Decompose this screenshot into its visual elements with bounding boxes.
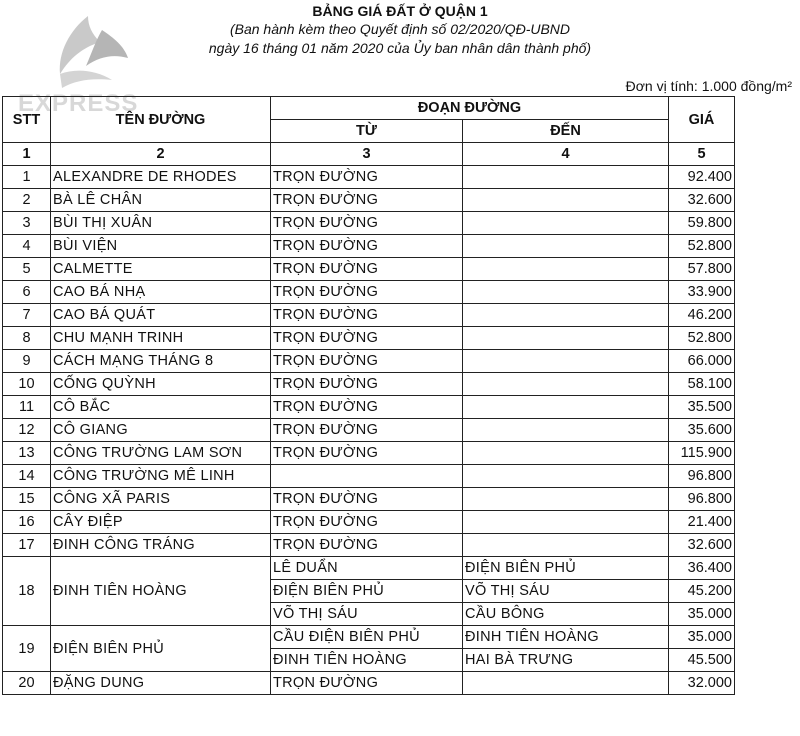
- from-cell: TRỌN ĐƯỜNG: [271, 534, 463, 557]
- table-row: [3, 373, 735, 396]
- stt-cell: 11: [3, 396, 51, 419]
- column-number: 5: [669, 143, 735, 166]
- price-cell: 33.900: [669, 281, 735, 304]
- to-cell: [463, 189, 669, 212]
- to-cell: [463, 327, 669, 350]
- price-cell: 35.000: [669, 603, 735, 626]
- header-price: GIÁ: [669, 97, 735, 143]
- stt-cell: 5: [3, 258, 51, 281]
- to-cell: [463, 419, 669, 442]
- price-cell: 46.200: [669, 304, 735, 327]
- stt-cell: 12: [3, 419, 51, 442]
- from-cell: TRỌN ĐƯỜNG: [271, 235, 463, 258]
- table-row: [3, 396, 735, 419]
- price-cell: 35.500: [669, 396, 735, 419]
- page-title: BẢNG GIÁ ĐẤT Ở QUẬN 1: [312, 3, 488, 19]
- header-stt: STT: [3, 97, 51, 143]
- price-cell: 57.800: [669, 258, 735, 281]
- from-cell: LÊ DUẨN: [271, 557, 463, 580]
- stt-cell: 6: [3, 281, 51, 304]
- stt-cell: 14: [3, 465, 51, 488]
- stt-cell: 16: [3, 511, 51, 534]
- from-cell: TRỌN ĐƯỜNG: [271, 396, 463, 419]
- from-cell: VÕ THỊ SÁU: [271, 603, 463, 626]
- to-cell: [463, 534, 669, 557]
- header-segment: ĐOẠN ĐƯỜNG: [271, 97, 669, 120]
- street-name-cell: ALEXANDRE DE RHODES: [51, 166, 271, 189]
- to-cell: [463, 350, 669, 373]
- street-name-cell: CAO BÁ NHẠ: [51, 281, 271, 304]
- from-cell: TRỌN ĐƯỜNG: [271, 212, 463, 235]
- street-name-cell: CÔNG TRƯỜNG LAM SƠN: [51, 442, 271, 465]
- to-cell: CẦU BÔNG: [463, 603, 669, 626]
- price-cell: 52.800: [669, 327, 735, 350]
- to-cell: [463, 442, 669, 465]
- street-name-cell: CAO BÁ QUÁT: [51, 304, 271, 327]
- column-number-row: [3, 143, 735, 166]
- street-name-cell: CÔNG TRƯỜNG MÊ LINH: [51, 465, 271, 488]
- street-name-cell: CÂY ĐIỆP: [51, 511, 271, 534]
- table-row: [3, 534, 735, 557]
- from-cell: TRỌN ĐƯỜNG: [271, 281, 463, 304]
- table-row: [3, 327, 735, 350]
- subtitle-decision: (Ban hành kèm theo Quyết định số 02/2020/QĐ-UBND: [229, 21, 571, 37]
- street-name-cell: ĐIỆN BIÊN PHỦ: [51, 626, 271, 672]
- to-cell: [463, 465, 669, 488]
- from-cell: TRỌN ĐƯỜNG: [271, 488, 463, 511]
- price-cell: 35.600: [669, 419, 735, 442]
- to-cell: [463, 212, 669, 235]
- to-cell: [463, 258, 669, 281]
- table-row: [3, 465, 735, 488]
- from-cell: TRỌN ĐƯỜNG: [271, 672, 463, 695]
- to-cell: [463, 235, 669, 258]
- table-row: [3, 258, 735, 281]
- price-cell: 36.400: [669, 557, 735, 580]
- from-cell: TRỌN ĐƯỜNG: [271, 258, 463, 281]
- to-cell: [463, 396, 669, 419]
- to-cell: [463, 281, 669, 304]
- price-cell: 58.100: [669, 373, 735, 396]
- column-number: 3: [271, 143, 463, 166]
- to-cell: ĐIỆN BIÊN PHỦ: [463, 557, 669, 580]
- stt-cell: 13: [3, 442, 51, 465]
- column-number: 2: [51, 143, 271, 166]
- stt-cell: 20: [3, 672, 51, 695]
- to-cell: [463, 511, 669, 534]
- from-cell: TRỌN ĐƯỜNG: [271, 419, 463, 442]
- table-row: [3, 350, 735, 373]
- street-name-cell: BÙI THỊ XUÂN: [51, 212, 271, 235]
- table-row: [3, 672, 735, 695]
- to-cell: [463, 373, 669, 396]
- table-row: [3, 304, 735, 327]
- street-name-cell: CÁCH MẠNG THÁNG 8: [51, 350, 271, 373]
- street-name-cell: ĐINH CÔNG TRÁNG: [51, 534, 271, 557]
- land-price-table: [2, 96, 735, 695]
- stt-cell: 4: [3, 235, 51, 258]
- street-name-cell: CỐNG QUỲNH: [51, 373, 271, 396]
- price-cell: 32.000: [669, 672, 735, 695]
- from-cell: CẦU ĐIỆN BIÊN PHỦ: [271, 626, 463, 649]
- street-rows: [3, 166, 735, 557]
- stt-cell: 8: [3, 327, 51, 350]
- from-cell: TRỌN ĐƯỜNG: [271, 511, 463, 534]
- from-cell: TRỌN ĐƯỜNG: [271, 166, 463, 189]
- street-name-cell: CHU MẠNH TRINH: [51, 327, 271, 350]
- table-row: [3, 189, 735, 212]
- street-name-cell: CALMETTE: [51, 258, 271, 281]
- price-cell: 45.200: [669, 580, 735, 603]
- to-cell: HAI BÀ TRƯNG: [463, 649, 669, 672]
- stt-cell: 1: [3, 166, 51, 189]
- table-row: [3, 235, 735, 258]
- to-cell: ĐINH TIÊN HOÀNG: [463, 626, 669, 649]
- from-cell: TRỌN ĐƯỜNG: [271, 327, 463, 350]
- price-cell: 32.600: [669, 189, 735, 212]
- price-cell: 96.800: [669, 488, 735, 511]
- street-name-cell: CÔ BẮC: [51, 396, 271, 419]
- table-row: [3, 281, 735, 304]
- table-row: [3, 419, 735, 442]
- bird-wing-logo-icon: [40, 12, 130, 92]
- to-cell: [463, 672, 669, 695]
- from-cell: TRỌN ĐƯỜNG: [271, 189, 463, 212]
- street-name-cell: BÀ LÊ CHÂN: [51, 189, 271, 212]
- price-cell: 32.600: [669, 534, 735, 557]
- table-row: [3, 166, 735, 189]
- table-row: [3, 212, 735, 235]
- header-to: ĐẾN: [463, 120, 669, 143]
- stt-cell: 19: [3, 626, 51, 672]
- to-cell: [463, 304, 669, 327]
- stt-cell: 17: [3, 534, 51, 557]
- from-cell: [271, 465, 463, 488]
- table-row: [3, 557, 735, 580]
- price-cell: 52.800: [669, 235, 735, 258]
- from-cell: TRỌN ĐƯỜNG: [271, 304, 463, 327]
- stt-cell: 18: [3, 557, 51, 626]
- price-cell: 45.500: [669, 649, 735, 672]
- column-number: 1: [3, 143, 51, 166]
- table-row: [3, 511, 735, 534]
- from-cell: TRỌN ĐƯỜNG: [271, 442, 463, 465]
- watermark-text: EXPRESS: [18, 90, 139, 117]
- table-row: [3, 442, 735, 465]
- stt-cell: 7: [3, 304, 51, 327]
- street-name-cell: ĐẶNG DUNG: [51, 672, 271, 695]
- column-number: 4: [463, 143, 669, 166]
- header-name: TÊN ĐƯỜNG: [51, 97, 271, 143]
- price-cell: 92.400: [669, 166, 735, 189]
- to-cell: [463, 166, 669, 189]
- unit-note: Đơn vị tính: 1.000 đồng/m²: [625, 78, 792, 94]
- table-row: [3, 626, 735, 649]
- to-cell: [463, 488, 669, 511]
- price-cell: 66.000: [669, 350, 735, 373]
- street-name-cell: BÙI VIỆN: [51, 235, 271, 258]
- subtitle-date: ngày 16 tháng 01 năm 2020 của Ủy ban nhân dân thành phố): [208, 40, 592, 56]
- price-cell: 96.800: [669, 465, 735, 488]
- price-cell: 59.800: [669, 212, 735, 235]
- street-name-cell: CÔ GIANG: [51, 419, 271, 442]
- stt-cell: 9: [3, 350, 51, 373]
- street-name-cell: ĐINH TIÊN HOÀNG: [51, 557, 271, 626]
- from-cell: TRỌN ĐƯỜNG: [271, 350, 463, 373]
- price-cell: 21.400: [669, 511, 735, 534]
- header-from: TỪ: [271, 120, 463, 143]
- header-row: [3, 97, 735, 120]
- stt-cell: 3: [3, 212, 51, 235]
- from-cell: ĐIỆN BIÊN PHỦ: [271, 580, 463, 603]
- from-cell: TRỌN ĐƯỜNG: [271, 373, 463, 396]
- stt-cell: 15: [3, 488, 51, 511]
- table-row: [3, 488, 735, 511]
- to-cell: VÕ THỊ SÁU: [463, 580, 669, 603]
- from-cell: ĐINH TIÊN HOÀNG: [271, 649, 463, 672]
- price-cell: 115.900: [669, 442, 735, 465]
- stt-cell: 10: [3, 373, 51, 396]
- street-name-cell: CÔNG XÃ PARIS: [51, 488, 271, 511]
- price-cell: 35.000: [669, 626, 735, 649]
- stt-cell: 2: [3, 189, 51, 212]
